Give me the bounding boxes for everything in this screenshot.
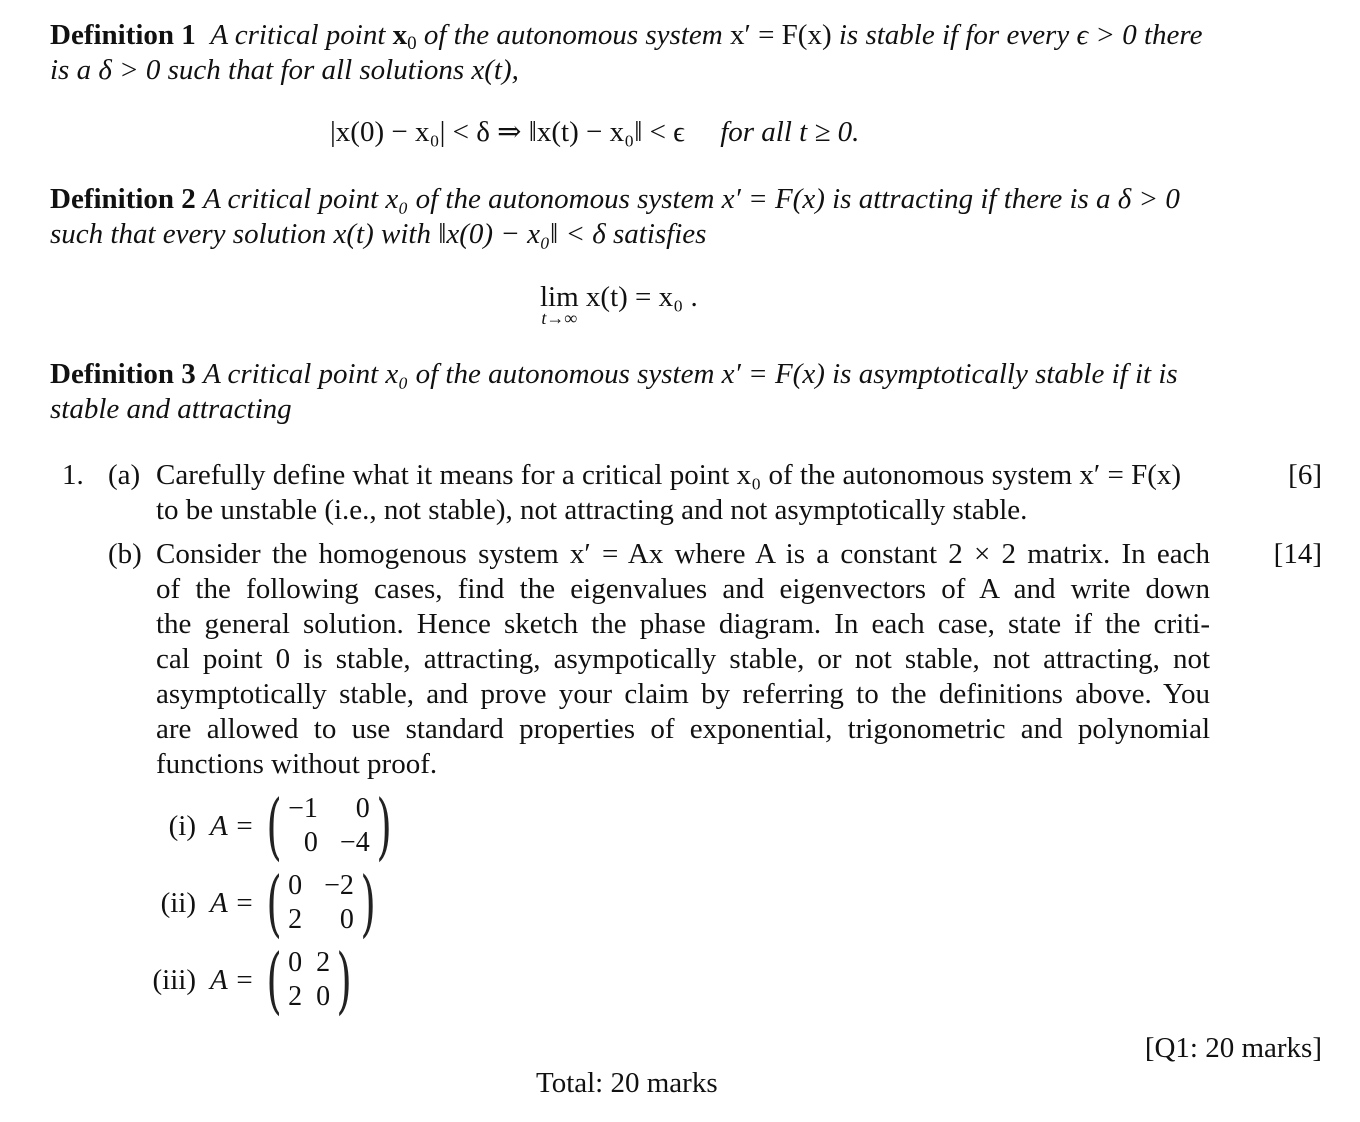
def1-display-equation: [330, 115, 859, 150]
case-i: [140, 784, 398, 868]
def3-label: Definition 3: [50, 358, 196, 390]
part-b-marks: [14]: [1273, 538, 1322, 570]
part-a-line2: to be unstable (i.e., not stable), not attracting and not asymptotically stable.: [156, 494, 1028, 526]
left-paren: (: [266, 784, 282, 868]
def3-line1: [50, 357, 1178, 392]
matrix: [288, 869, 354, 937]
question-number: 1.: [62, 459, 84, 491]
left-paren: (: [266, 938, 282, 1022]
def1-display-rhs: for all t ≥ 0.: [720, 116, 860, 148]
matrix-entry: 0: [316, 981, 331, 1012]
case-lhs: A =: [210, 886, 255, 919]
def1-line1: [50, 18, 1202, 53]
def2-limit-equation: [540, 280, 698, 327]
lim-word: lim: [540, 281, 579, 313]
part-a-marks: [6]: [1288, 459, 1322, 491]
left-paren: (: [266, 861, 282, 945]
lim-expression: x(t) = x₀ .: [585, 281, 698, 313]
def3-line2: stable and attracting: [50, 393, 292, 425]
part-a-line1: Carefully define what it means for a critical point x₀ of the autonomous system x′ = F(x): [156, 459, 1182, 491]
matrix: [288, 946, 330, 1014]
def1-label: Definition 1: [50, 19, 196, 51]
question-total-marks: [Q1: 20 marks]: [1144, 1032, 1322, 1064]
matrix-entry: 0: [355, 793, 370, 824]
lim-subscript: t→∞: [541, 308, 578, 328]
case-lhs: A =: [210, 809, 255, 842]
matrix-entry: −4: [339, 827, 370, 858]
def1-line2: is a δ > 0 such that for all solutions x(t),: [50, 54, 519, 86]
right-paren: ): [336, 938, 352, 1022]
part-b-line: cal point 0 is stable, attracting, asympotically stable, or not stable, not attracting, not: [156, 643, 1210, 675]
part-b-line: asymptotically stable, and prove your claim by referring to the definitions above. You: [156, 678, 1210, 710]
matrix: [288, 792, 370, 860]
exam-total: Total: 20 marks: [536, 1067, 718, 1099]
part-b-line: of the following cases, find the eigenvalues and eigenvectors of A and write down: [156, 573, 1210, 605]
right-paren: ): [376, 784, 392, 868]
matrix-entry: −2: [324, 870, 354, 901]
matrix-entry: 0: [288, 947, 303, 978]
matrix-entry: 2: [316, 947, 331, 978]
part-b-label: (b): [108, 538, 142, 570]
def1-display-lhs: |x(0) − x₀| < δ ⇒ ‖x(t) − x₀‖ < ϵ: [330, 116, 685, 148]
def2-label: Definition 2: [50, 183, 196, 215]
right-paren: ): [360, 861, 376, 945]
part-b-line: are allowed to use standard properties of exponential, trigonometric and polynomial: [156, 713, 1210, 745]
def3-line1-text: A critical point x₀ of the autonomous system x′ = F(x) is asymptotically stable if it is: [203, 358, 1178, 390]
matrix-entry: 0: [303, 827, 318, 858]
case-label: (ii): [160, 886, 196, 919]
matrix-entry: 2: [288, 904, 303, 935]
def1-text-start: A critical point $x_0$ of the autonomous system x′ = F(x) is stable if for every ϵ > 0 there: [210, 19, 1203, 54]
case-ii: [140, 861, 382, 945]
def2-line1: [50, 182, 1180, 217]
case-lhs: A =: [210, 963, 255, 996]
case-iii: [140, 938, 358, 1022]
part-a-label: (a): [108, 459, 141, 491]
def2-line2: such that every solution x(t) with ‖x(0) − x₀‖ < δ satisfies: [50, 218, 707, 250]
matrix-entry: −1: [288, 793, 318, 824]
case-label: (i): [168, 809, 196, 842]
matrix-entry: 2: [288, 981, 303, 1012]
part-b-line: Consider the homogenous system x′ = Ax where A is a constant 2 × 2 matrix. In each: [156, 538, 1210, 570]
part-b-line: functions without proof.: [156, 748, 438, 780]
part-b-line: the general solution. Hence sketch the phase diagram. In each case, state if the criti-: [156, 608, 1210, 640]
matrix-entry: 0: [339, 904, 354, 935]
def2-line1-text: A critical point x₀ of the autonomous system x′ = F(x) is attracting if there is a δ > 0: [203, 183, 1180, 215]
matrix-entry: 0: [288, 870, 303, 901]
case-label: (iii): [152, 963, 196, 996]
